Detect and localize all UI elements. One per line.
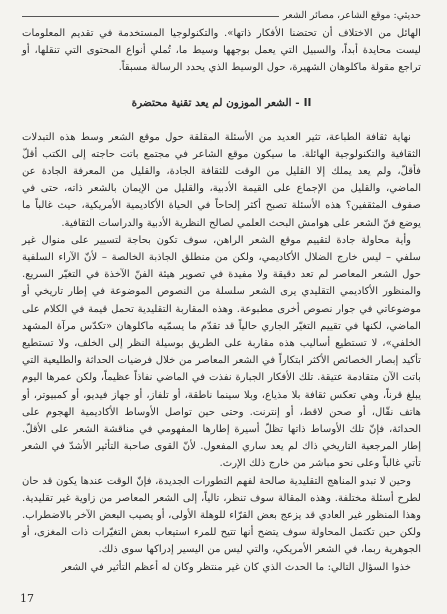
section-number: II xyxy=(303,96,312,109)
page-number: 17 xyxy=(20,592,34,605)
running-header-title: حديثي: موقع الشاعر، مصائر الشعر xyxy=(283,10,421,21)
section-heading xyxy=(22,97,421,109)
section-title: - الشعر الموزون لم يعد تقنية محتضرة xyxy=(131,96,300,109)
paragraph-top-0: الهائل من الاختلاف أن تحتضنا الأفكار ذاتها». والتكنولوجيا المستخدمة في تقديم المعلومات ليست محايدة أبداً، والسبيل التي يعمل بوجهها وسيط ما، تُملي أنواع المحتوى التي تنقلها، أو تراجع مقولة ماكلوهان الشهيرة، حول الوسيط الذي يحدد الرسالة مسبقاً. xyxy=(22,28,421,74)
paragraph-main-2: وحين لا تبدو المناهج التقليدية صالحة لفهم التطورات الجديدة، فإنّ الوقت عندها يكون قد حان لطرح أسئلة مختلفة. وهذه المقالة سوف تنظر، تالياً، إلى الشعر المعاصر من زاوية غير تقليدية. وهذا المنظور غير العادي قد يزعج بعض القرّاء للوهلة الأولى، أو يصيب البعض الآخر بالاضطراب. ولكن حين تكتمل المحاولة سوف يتضح أنها تتيح للمرء استيعاب بعض التغيّرات ذات المغزى، أو الجوهرية ربما، في الشعر الأمريكي، والتي ليس من اليسير إدراكها سوى ذلك. xyxy=(22,475,421,556)
paragraph-main-1: وأية محاولة جادة لتقييم موقع الشعر الراهن، سوف تكون بحاجة لتسيير على منوال غير سلفي – ليس خارج الضلال الأكاديمي، ولكن من منطلق الجاذبة الخالصة – لأنّ الآراء السلفية حول الشعر المعاصر لم تعد دقيقة ولا مفيدة في تصوير هيئة الفنّ الآخذة في التغيّر السريع. والمنظور الأكاديمي التقليدي يرى الشعر سلسلة من النصوص الموضوعة في إطار تاريخي أو موضوعاتي في جوار نصوص أخرى مطبوعة. وهذه المقاربة التقليدية تحمل قيمة في الكلام على الماضي، لكنها في تقييم التغيّر الجاري حالياً قد تقدّم ما يسمّيه ماكلوهان «تكدّس مرآة المشهد الخلفي»، لا تستطيع أساليب هذه مقاربة على الطريق بوسيلة النظر إلى الخلف، ولا تستطيع تأكيد إبصار الخصائص الأكثر ابتكاراً في الشعر المعاصر من خلال فرضيات الحداثة والطليعية التي باتت الآن متقادمة عتيقة. تلك الأفكار الجبارة نفذت في الماضي نفاذاً عظيماً، ولكن عمرها اليوم يبلغ قرناً، وهي تعكس ثقافة بلا مذياع، وبلا سينما ناطقة، أو تلفاز، أو جهاز فيديو، أو كمبيوتر، أو هاتف نقّال، أو صحن لاقط، أو إنترنت. وحتى حين تواصل الأوساط الأكاديمية الهجوم على الحداثة، فإنّ تلك الأوساط ذاتها تظلّ أسيرة إطارها المفهومي في مناقشة الشعر على الأقلّ. إطار المرجعية التاريخي ذاك لم يعد ساري المفعول. لأنّ القوى صاحبة التأثير الأشدّ في الشعر تأتي غالباً وعلى نحو مباشر من خارج ذلك الإرث. xyxy=(22,234,421,470)
running-header xyxy=(22,10,421,22)
header-rule xyxy=(22,16,279,17)
paragraph-main-0: نهاية ثقافة الطباعة، تثير العديد من الأسئلة المقلقة حول موقع الشعر وسط هذه التبدلات الثقافية والتكنولوجية الهائلة. ما سيكون موقع الشاعر في مجتمع باتت حاجته إلى الكتب أقلّ فأقلّ، ولم يعد يملك إلا القليل من الوقت للثقافة الجادة، والقليل من المعرفة الجادة عن الماضي، والقليل من الإجماع على القيمة الأدبية، والقليل من الإيمان بالشعر ذاته، حتى في صفوف المثقفين؟ هذه الأسئلة تصبح أكثر إلحاحاً في الحياة الأكاديمية الأمريكية، حيث غالباً ما يوضع فنّ الشعر على هوامش البحث العلمي لصالح النظرية الأدبية والدراسات الثقافية. xyxy=(22,131,421,229)
paragraph-main-3: خذوا السؤال التالي: ما الحدث الذي كان غير منتظر وكان له أعظم التأثير في الشعر xyxy=(61,561,411,573)
